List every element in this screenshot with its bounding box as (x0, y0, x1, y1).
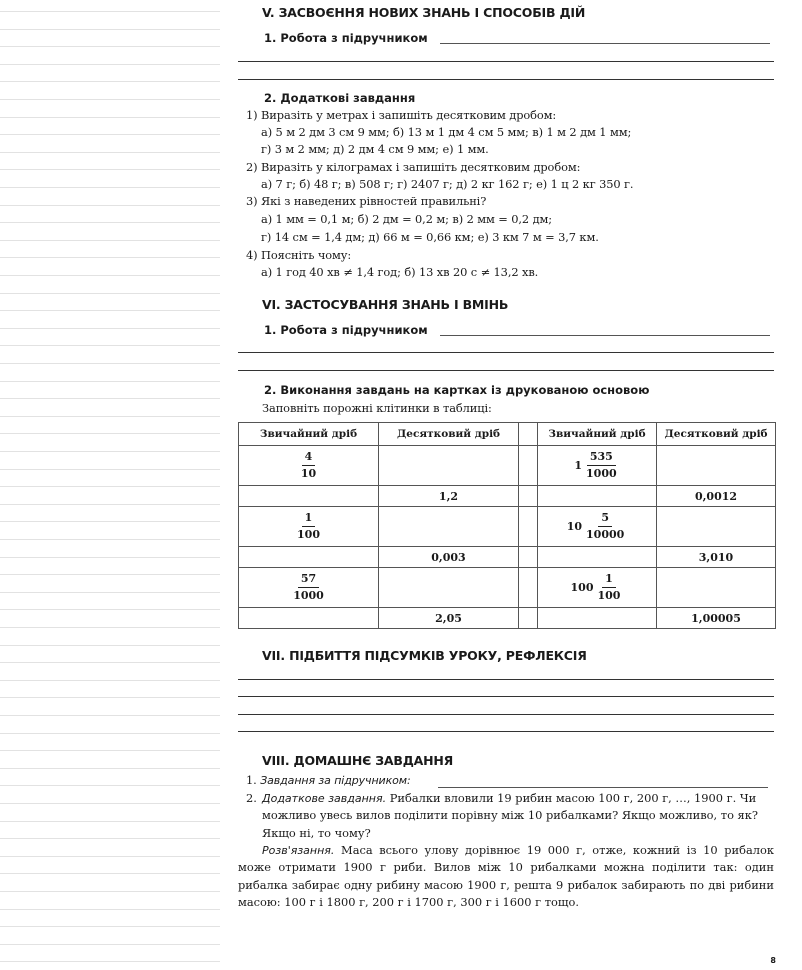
homework-label: Завдання за підручником: (260, 774, 411, 787)
margin-rule (0, 152, 220, 153)
task-line: а) 1 год 40 хв ≠ 1,4 год; б) 13 хв 20 с ≠ 13,2 хв. (261, 265, 539, 279)
margin-rule (0, 838, 220, 839)
margin-rule (0, 645, 220, 646)
margin-rule (0, 222, 220, 223)
fraction (290, 572, 327, 603)
task-line: а) 5 м 2 дм 3 см 9 мм; б) 13 м 1 дм 4 см 5 мм; в) 1 м 2 дм 1 мм; (261, 125, 632, 139)
margin-rule (0, 81, 220, 82)
homework-text-block (262, 790, 776, 842)
margin-rule (0, 117, 220, 118)
fraction-whole: 100 (570, 581, 594, 594)
task-line: а) 1 мм = 0,1 м; б) 2 дм = 0,2 м; в) 2 мм = 0,2 дм; (261, 212, 552, 226)
task-line: 1) Виразіть у метрах і запишіть десятковим дробом: (246, 108, 557, 122)
margin-rule (0, 257, 220, 258)
decimal-cell: 0,003 (379, 547, 519, 568)
margin-rule (0, 134, 220, 135)
margin-rule (0, 240, 220, 241)
margin-rule (0, 909, 220, 910)
margin-rule (0, 733, 220, 734)
section-6-item-2: 2. Виконання завдань на картках із друкованою основою (264, 383, 650, 397)
table-row (239, 547, 776, 568)
margin-rule (0, 46, 220, 47)
answer-line (440, 335, 770, 336)
fraction-denominator: 10 (300, 467, 317, 480)
decimal-cell: 3,010 (657, 547, 776, 568)
margin-rule (0, 205, 220, 206)
table-header: Десятковий дріб (657, 423, 776, 446)
fraction-numerator: 535 (587, 450, 616, 466)
margin-rule (0, 433, 220, 434)
decimal-cell: 1,2 (379, 486, 519, 507)
margin-rule (0, 750, 220, 751)
empty-cell (379, 568, 519, 608)
empty-cell (239, 608, 379, 629)
margin-rule (0, 328, 220, 329)
answer-line (238, 679, 774, 680)
margin-rule (0, 609, 220, 610)
section-6-title: VI. ЗАСТОСУВАННЯ ЗНАНЬ І ВМІНЬ (262, 297, 509, 312)
homework-item-1 (246, 773, 411, 787)
margin-rule (0, 293, 220, 294)
task-line: 2) Виразіть у кілограмах і запишіть десятковим дробом: (246, 160, 581, 174)
task-line: г) 3 м 2 мм; д) 2 дм 4 см 9 мм; е) 1 мм. (261, 142, 489, 156)
margin-rule (0, 856, 220, 857)
margin-rule (0, 521, 220, 522)
fraction-numerator: 57 (298, 572, 319, 588)
homework-text: Рибалки вловили 19 рибин масою 100 г, 200 г, …, 1900 г. Чи можливо увесь вилов поділити порівну між 10 рибалками? Якщо можливо, то як? Якщо ні, то чому? (262, 791, 758, 840)
answer-line (238, 352, 774, 353)
page-number: 8 (770, 956, 776, 965)
margin-rule (0, 557, 220, 558)
margin-rule (0, 926, 220, 927)
margin-rule (0, 416, 220, 417)
margin-rule (0, 944, 220, 945)
fraction-numerator: 5 (598, 511, 612, 527)
margin-rule (0, 662, 220, 663)
margin-rule (0, 785, 220, 786)
margin-rule (0, 715, 220, 716)
empty-cell (239, 486, 379, 507)
solution-label: Розв'язання. (262, 844, 335, 857)
fraction (294, 511, 323, 542)
decimal-cell: 2,05 (379, 608, 519, 629)
table-spacer (519, 423, 538, 446)
fraction-numerator: 1 (302, 511, 316, 527)
empty-cell (538, 547, 657, 568)
empty-cell (657, 446, 776, 486)
notes-margin (0, 0, 222, 970)
solution-paragraph (238, 842, 774, 911)
table-spacer (519, 486, 538, 507)
margin-rule (0, 627, 220, 628)
margin-rule (0, 64, 220, 65)
table-header: Звичайний дріб (239, 423, 379, 446)
margin-rule (0, 363, 220, 364)
homework-item-2 (246, 790, 776, 842)
decimal-cell: 0,0012 (657, 486, 776, 507)
fraction-denominator: 1000 (586, 467, 617, 480)
margin-rule (0, 574, 220, 575)
fraction (583, 450, 620, 481)
decimal-cell: 1,00005 (657, 608, 776, 629)
fraction-denominator: 1000 (293, 589, 324, 602)
margin-rule (0, 803, 220, 804)
fraction-whole: 1 (574, 459, 583, 472)
margin-rule (0, 451, 220, 452)
table-row (239, 568, 776, 608)
margin-rule (0, 697, 220, 698)
section-5-item-2: 2. Додаткові завдання (264, 91, 416, 105)
section-6-item-1: 1. Робота з підручником (264, 323, 428, 337)
task-line: 4) Поясніть чому: (246, 248, 352, 262)
table-header: Звичайний дріб (538, 423, 657, 446)
empty-cell (538, 608, 657, 629)
solution-text: Маса всього улову дорівнює 19 000 г, отже, кожний із 10 рибалок може отримати 1900 г риби. Вилов між 10 рибалками можна поділити так: один рибалка забирає одну рибину масою 1900 г, решта 9 рибалок забирають по дві рибини масою: 100 г і 1800 г, 200 г і 1700 г, 300 г і 1600 г тощо. (238, 843, 774, 909)
answer-line (238, 714, 774, 715)
table-spacer (519, 568, 538, 608)
homework-label: Додаткове завдання. (262, 792, 387, 805)
margin-rule (0, 275, 220, 276)
homework-number: 2. (246, 791, 257, 805)
section-8-title: VIII. ДОМАШНЄ ЗАВДАННЯ (262, 753, 454, 768)
answer-line (238, 696, 774, 697)
margin-rule (0, 486, 220, 487)
answer-line (438, 787, 768, 788)
task-line: а) 7 г; б) 48 г; в) 508 г; г) 2407 г; д) 2 кг 162 г; е) 1 ц 2 кг 350 г. (261, 177, 634, 191)
table-row (239, 507, 776, 547)
section-7-title: VII. ПІДБИТТЯ ПІДСУМКІВ УРОКУ, РЕФЛЕКСІЯ (262, 648, 587, 663)
fraction-cell (538, 446, 657, 486)
margin-rule (0, 11, 220, 12)
fraction-cell (239, 507, 379, 547)
table-spacer (519, 547, 538, 568)
table-row (239, 486, 776, 507)
table-spacer (519, 608, 538, 629)
table-row (239, 446, 776, 486)
empty-cell (379, 446, 519, 486)
fraction-cell (538, 507, 657, 547)
task-line: 3) Які з наведених рівностей правильні? (246, 194, 487, 208)
fraction-cell (239, 446, 379, 486)
fraction-denominator: 100 (297, 528, 320, 541)
homework-number: 1. (246, 773, 257, 787)
margin-rule (0, 169, 220, 170)
fraction-cell (239, 568, 379, 608)
margin-rule (0, 504, 220, 505)
fraction-numerator: 1 (602, 572, 616, 588)
fraction-whole: 10 (566, 520, 583, 533)
fraction-numerator: 4 (302, 450, 316, 466)
table-row (239, 608, 776, 629)
margin-rule (0, 29, 220, 30)
fraction-denominator: 100 (597, 589, 621, 602)
fraction (595, 572, 624, 603)
margin-rule (0, 99, 220, 100)
empty-cell (538, 486, 657, 507)
answer-line (238, 61, 774, 62)
empty-cell (657, 568, 776, 608)
margin-rule (0, 768, 220, 769)
margin-rule (0, 345, 220, 346)
empty-cell (239, 547, 379, 568)
margin-rule (0, 310, 220, 311)
margin-rule (0, 469, 220, 470)
margin-rule (0, 592, 220, 593)
table-header: Десятковий дріб (379, 423, 519, 446)
margin-rule (0, 187, 220, 188)
fraction (298, 450, 319, 481)
empty-cell (657, 507, 776, 547)
margin-rule (0, 821, 220, 822)
margin-rule (0, 680, 220, 681)
section-5-item-1: 1. Робота з підручником (264, 31, 428, 45)
task-line: г) 14 см = 1,4 дм; д) 66 м = 0,66 км; е) 3 км 7 м = 3,7 км. (261, 230, 599, 244)
answer-line (440, 43, 770, 44)
table-spacer (519, 446, 538, 486)
margin-rule (0, 873, 220, 874)
fraction (583, 511, 627, 542)
margin-rule (0, 539, 220, 540)
answer-line (238, 370, 774, 371)
empty-cell (379, 507, 519, 547)
answer-line (238, 79, 774, 80)
fraction-denominator: 10000 (586, 528, 625, 541)
margin-rule (0, 381, 220, 382)
margin-rule (0, 891, 220, 892)
table-spacer (519, 507, 538, 547)
fraction-cell (538, 568, 657, 608)
fractions-table (238, 422, 776, 629)
answer-line (238, 731, 774, 732)
section-5-title: V. ЗАСВОЄННЯ НОВИХ ЗНАНЬ І СПОСОБІВ ДІЙ (262, 5, 586, 20)
table-instruction: Заповніть порожні клітинки в таблиці: (262, 401, 492, 415)
margin-rule (0, 961, 220, 962)
margin-rule (0, 398, 220, 399)
